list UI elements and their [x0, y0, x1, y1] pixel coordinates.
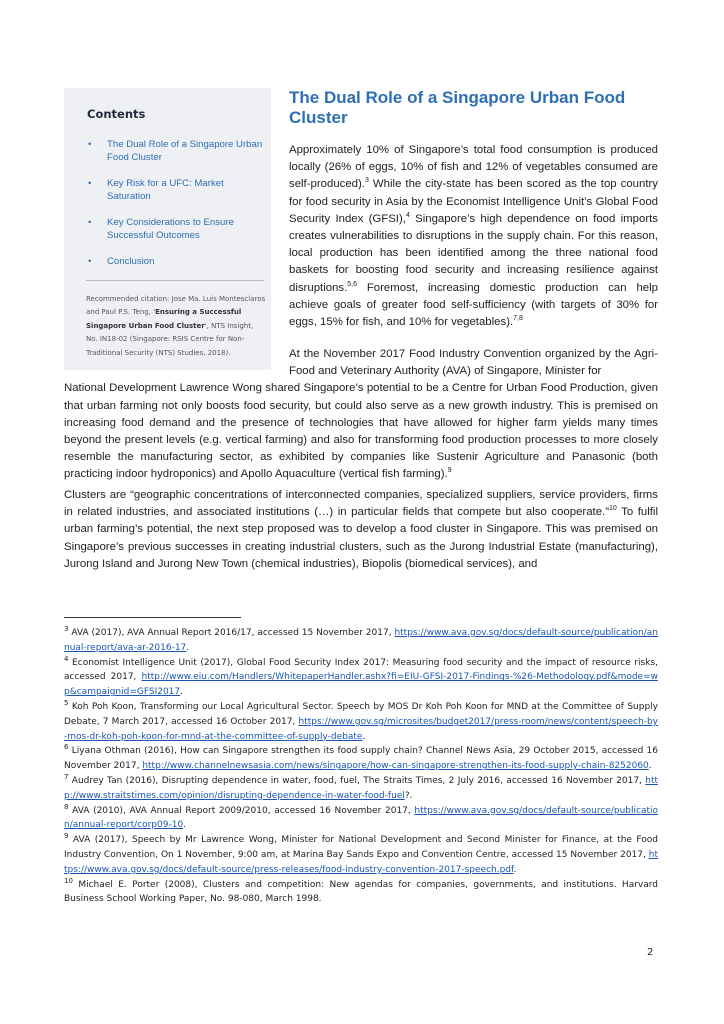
contents-item-dual-role[interactable] — [64, 138, 271, 164]
footnote-link[interactable]: http://www.channelnewsasia.com/news/singapore/how-can-singapore-strengthen-its-food-supply-chain-8252060 — [142, 761, 649, 772]
bullet-icon: • — [88, 217, 92, 228]
footnote-number: 3 — [64, 625, 69, 633]
footnote-trailing: . — [648, 761, 652, 772]
footnote-text: AVA (2017), AVA Annual Report 2016/17, accessed 15 November 2017, — [68, 628, 395, 638]
bullet-icon: • — [88, 139, 92, 150]
footnote-link[interactable]: http://www.straitstimes.com/opinion/disrupting-dependence-in-water-food-fuel — [64, 775, 658, 801]
footnote-text: Koh Poh Koon, Transforming our Local Agricultural Sector. Speech by MOS Dr Koh Poh Koon for MND at the Committee of Supply Debate, 7 March 2017, accessed 16 October 2017, — [64, 701, 658, 727]
text-run: To fulfil urban farming’s potential, the next step proposed was to develop a food cluster in Singapore. This was premised on Singapore’s previous successes in creating industrial clusters, such as the Jurong Industrial Estate (manufacturing), Jurong Island and Jurong New Town (chemical industries), Biopolis (biomedical services), and — [64, 506, 658, 570]
footnote-9 — [64, 833, 658, 877]
footnote-4 — [64, 656, 658, 700]
footnote-link[interactable]: https://www.gov.sg/microsites/budget2017/press-room/news/content/speech-by-mos-dr-koh-poh-koon-for-mnd-at-the-committee-of-supply-debate — [64, 716, 658, 742]
contents-item-key-considerations[interactable] — [64, 216, 271, 242]
text-run: Clusters are “geographic concentrations of interconnected companies, specialized suppliers, service providers, firms in related industries, and associated institutions (…) in particular fields that compete but also cooperate.” — [64, 489, 658, 519]
footnote-number: 5 — [64, 698, 69, 707]
footnote-link[interactable]: https://www.ava.gov.sg/docs/default-source/publication/annual-report/corp09-10 — [64, 805, 658, 831]
footnote-text: Michael E. Porter (2008), Clusters and competition: New agendas for companies, governments, and institutions. Harvard Business School Working Paper, No. 98-080, March 1998. — [64, 879, 658, 905]
footnote-trailing: ?. — [404, 790, 413, 801]
footnote-number: 9 — [64, 832, 69, 841]
footnote-5 — [64, 700, 658, 744]
citation-title: Ensuring a Successful Singapore Urban Food Cluster — [86, 308, 242, 330]
contents-item-label[interactable]: Key Considerations to Ensure Successful Outcomes — [107, 217, 234, 241]
footnotes — [64, 626, 658, 907]
footnote-link[interactable]: http://www.eiu.com/Handlers/WhitepaperHandler.ashx?fi=EIU-GFSI-2017-Findings-%26-Methodology.pdf&mode=wp&campaignid=GFSI2017 — [64, 672, 658, 698]
contents-item-label[interactable]: Conclusion — [107, 256, 155, 267]
text-run: Approximately 10% of Singapore’s total food consumption is produced locally (26% of eggs, 10% of fish and 12% of vegetables consumed are self-produced). — [289, 144, 658, 191]
footnote-number: 4 — [64, 654, 69, 663]
contents-list — [64, 138, 271, 281]
contents-sidebar — [64, 88, 271, 370]
contents-item-label[interactable]: Key Risk for a UFC: Market Saturation — [107, 178, 224, 202]
footnote-10 — [64, 878, 658, 908]
footnote-trailing: . — [362, 731, 366, 742]
contents-title: Contents — [87, 107, 146, 121]
footnote-link[interactable]: https://www.ava.gov.sg/docs/default-source/publication/annual-report/ava-ar-2016-17 — [64, 628, 658, 653]
footnote-number: 8 — [64, 802, 69, 811]
footnote-ref[interactable]: 10 — [609, 505, 617, 513]
footnote-text: AVA (2017), Speech by Mr Lawrence Wong, Minister for National Development and Second Minister for Finance, at the Food Industry Convention, On 1 November, 9:00 am, at Marina Bay Sands Expo and Convention Centre, accessed 15 November 2017, — [64, 835, 658, 860]
footnote-trailing: . — [186, 642, 190, 653]
page-number: 2 — [647, 947, 654, 958]
contents-item-conclusion[interactable] — [64, 255, 271, 268]
footnote-text: AVA (2010), AVA Annual Report 2009/2010, accessed 16 November 2017, — [68, 805, 415, 816]
footnote-link[interactable]: https://www.ava.gov.sg/docs/default-source/press-releases/food-industry-convention-2017-speech.pdf — [64, 849, 658, 875]
footnote-trailing: . — [180, 687, 184, 698]
footnote-6 — [64, 744, 658, 774]
footnote-ref[interactable]: 9 — [447, 467, 452, 475]
paragraph-convention — [64, 346, 658, 484]
contents-item-label[interactable]: The Dual Role of a Singapore Urban Food Cluster — [107, 139, 263, 163]
text-run: At the November 2017 Food Industry Convention organized by the Agri-Food and Veterinary Authority (AVA) of Singapore, Minister for — [289, 348, 658, 378]
footnote-text: Liyana Othman (2016), How can Singapore strengthen its food supply chain? Channel News Asia, 29 October 2015, accessed 16 November 2017, — [64, 746, 658, 772]
text-run: National Development Lawrence Wong shared Singapore’s potential to be a Centre for Urban Food Production, given that urban farming not only boosts food security, but could also serve as a new growth industry. This is premised on increasing food demand and the presence of technologies that have allowed for higher farm yields many times beyond the present levels (e.g. vertical farming) and also for transforming food production processes to more closely resemble the manufacturing sector, as exhibited by companies like Sustenir Agriculture and Panasonic (both practicing indoor hydroponics) and Apollo Aquaculture (vertical fish farming). — [64, 382, 658, 481]
footnote-number: 10 — [64, 876, 73, 885]
footnote-8 — [64, 804, 658, 834]
footnote-separator — [64, 617, 241, 618]
paragraph-clusters — [64, 487, 658, 573]
section-heading: The Dual Role of a Singapore Urban Food Cluster — [289, 88, 626, 127]
contents-item-key-risk[interactable] — [64, 177, 271, 203]
bullet-icon: • — [88, 178, 92, 189]
footnote-text: Economist Intelligence Unit (2017), Global Food Security Index 2017: Measuring food security and the impact of resource risks, accessed 2017, — [64, 657, 658, 683]
footnote-text: Audrey Tan (2016), Disrupting dependence in water, food, fuel, The Straits Times, 2 July 2016, accessed 16 November 2017, — [68, 775, 646, 786]
footnote-3 — [64, 626, 658, 656]
paragraph-food-production — [289, 142, 658, 331]
footnote-ref[interactable]: 7,8 — [513, 315, 523, 323]
footnote-ref[interactable]: 4 — [405, 212, 410, 220]
footnote-trailing: . — [513, 864, 517, 875]
footnote-number: 6 — [64, 743, 69, 752]
footnote-7 — [64, 774, 658, 804]
text-run: Foremost, increasing domestic production can help achieve goals of greater food self-sufficiency (with targets of 30% for eggs, 15% for fish, and 10% for vegetables). — [289, 281, 658, 329]
citation-prefix: Recommended citation: Jose Ma. Luis Montesclaros and Paul P.S. Teng, ' — [86, 295, 266, 317]
footnote-ref[interactable]: 5,6 — [347, 280, 357, 288]
text-run: While the city-state has been scored as the top country for food security in Asia by the Economist Intelligence Unit’s Global Food Security Index (GFSI), — [289, 178, 658, 225]
text-run: Singapore’s high dependence on food imports creates vulnerabilities to disruptions in the supply chain. For this reason, local production has been identified among the three national food baskets for boosting food security and increasing resilience against disruptions. — [289, 212, 658, 294]
footnote-trailing: . — [183, 820, 187, 831]
sidebar-divider — [86, 280, 264, 281]
citation-suffix: ', NTS Insight, No. IN18-02 (Singapore: RSIS Centre for Non-Traditional Security (NTS) Studies, 2018). — [86, 321, 254, 357]
footnote-ref[interactable]: 3 — [364, 177, 369, 185]
footnote-number: 7 — [64, 772, 69, 781]
bullet-icon: • — [88, 256, 92, 267]
